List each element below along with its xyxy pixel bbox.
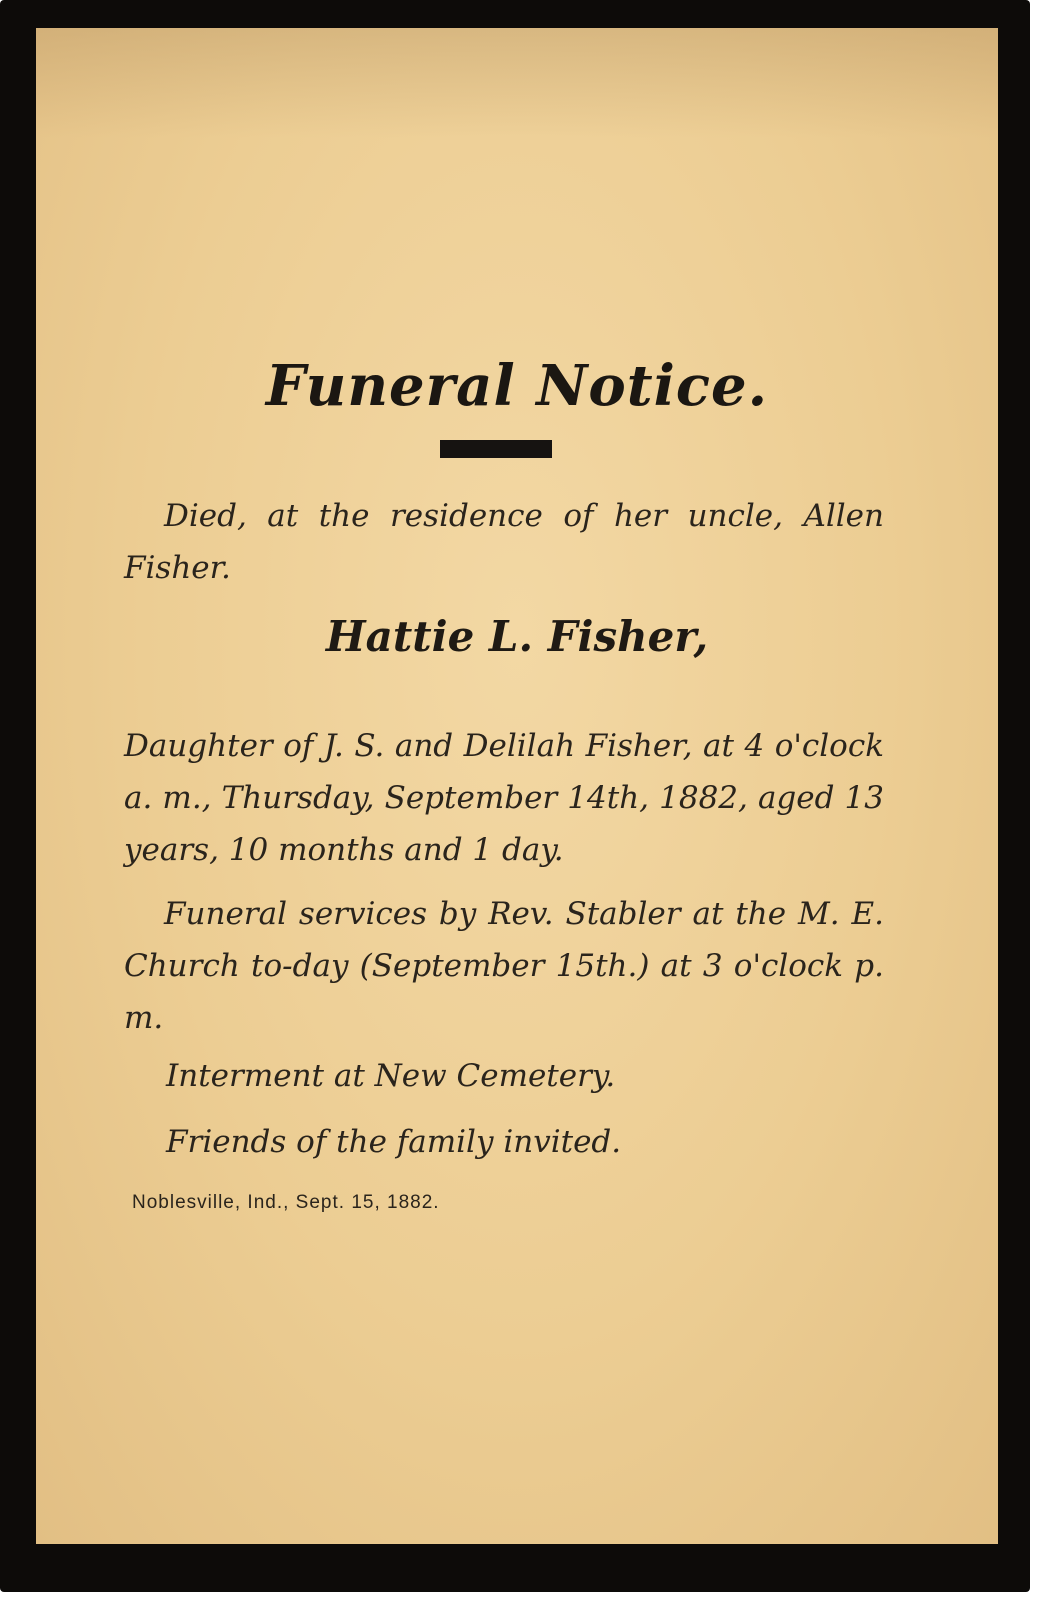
dateline: Noblesville, Ind., Sept. 15, 1882. xyxy=(132,1192,440,1213)
paper-sheet xyxy=(36,28,998,1544)
notice-title: Funeral Notice. xyxy=(265,353,769,419)
age-stain xyxy=(36,28,998,138)
services-paragraph: Funeral services by Rev. Stabler at the M. E. Church to-day (September 15th.) at 3 o'clock p. m. xyxy=(124,896,884,1036)
details-paragraph: Daughter of J. S. and Delilah Fisher, at 4 o'clock a. m., Thursday, September 14th, 1882, aged 13 years, 10 months and 1 day. xyxy=(124,728,884,868)
deceased-name: Hattie L. Fisher, xyxy=(325,612,709,661)
intro-paragraph: Died, at the residence of her uncle, Allen Fisher. xyxy=(124,498,884,586)
invitation-line: Friends of the family invited. xyxy=(166,1124,622,1160)
title-rule xyxy=(440,440,552,458)
interment-line: Interment at New Cemetery. xyxy=(166,1058,616,1094)
